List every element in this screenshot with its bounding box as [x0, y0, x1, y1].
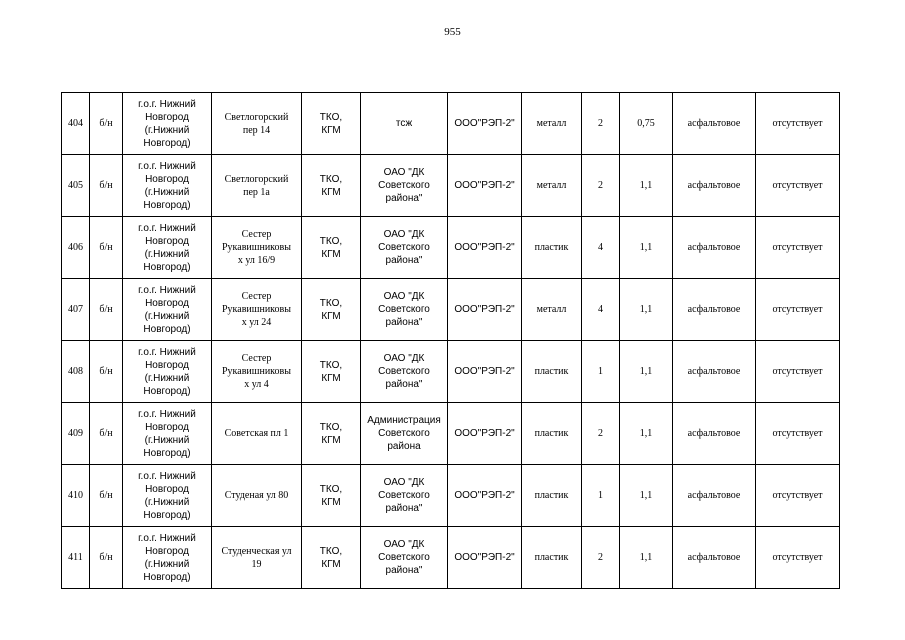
cell-line: Сестер [241, 229, 272, 240]
cell-line: Новгород) [143, 137, 191, 149]
cell-line: ТКО, [319, 483, 343, 495]
owner-cell [361, 341, 448, 403]
cell-line: Светлогорский [224, 111, 289, 123]
waste-type-cell [302, 527, 361, 589]
cell-line: Студенческая ул [221, 545, 292, 557]
cell-line: Новгород [145, 111, 189, 123]
cell-line: г.о.г. Нижний [138, 532, 196, 544]
cell-line: (г.Нижний [144, 496, 190, 508]
cell-line: ТКО, [319, 235, 343, 247]
cell-line: (г.Нижний [144, 248, 190, 260]
address-cell [212, 217, 302, 279]
cell-line: пер 1а [243, 186, 270, 198]
cell-line: Рукавишниковы [222, 366, 291, 377]
cell-line: ТКО, [319, 297, 343, 309]
surface-type-cell: асфальтовое [673, 217, 756, 279]
address-cell [212, 403, 302, 465]
fence-cell: отсутствует [756, 217, 840, 279]
container-material-cell: пластик [522, 341, 582, 403]
cell-line: (г.Нижний [144, 310, 190, 322]
cell-line: Новгород) [143, 261, 191, 273]
cell-line: Новгород) [143, 509, 191, 521]
cell-line: Новгород [145, 421, 189, 433]
cell-line: ОАО "ДК [383, 291, 425, 302]
address-cell [212, 93, 302, 155]
table-row [62, 279, 840, 341]
operator-cell: ООО"РЭП-2" [448, 465, 522, 527]
registration-number-cell: б/н [90, 465, 123, 527]
cell-line: Новгород [145, 235, 189, 247]
cell-line: района" [385, 255, 423, 266]
registration-number-cell: б/н [90, 217, 123, 279]
operator-cell: ООО"РЭП-2" [448, 341, 522, 403]
cell-line: Новгород) [143, 447, 191, 459]
fence-cell: отсутствует [756, 465, 840, 527]
registration-number-cell: б/н [90, 93, 123, 155]
address-cell [212, 155, 302, 217]
fence-cell: отсутствует [756, 155, 840, 217]
row-number-cell: 409 [62, 403, 90, 465]
table-body [62, 93, 840, 589]
owner-cell [361, 155, 448, 217]
cell-line: района" [385, 193, 423, 204]
row-number-cell: 410 [62, 465, 90, 527]
container-count-cell: 1 [582, 341, 620, 403]
cell-line: района" [385, 503, 423, 514]
cell-line: КГМ [321, 496, 341, 508]
cell-line: Новгород [145, 359, 189, 371]
locality-cell [123, 403, 212, 465]
container-material-cell: пластик [522, 527, 582, 589]
container-material-cell: металл [522, 279, 582, 341]
cell-line: х ул 4 [244, 379, 269, 390]
surface-type-cell: асфальтовое [673, 155, 756, 217]
operator-cell: ООО"РЭП-2" [448, 279, 522, 341]
owner-cell [361, 465, 448, 527]
fence-cell: отсутствует [756, 93, 840, 155]
cell-line: Советского [378, 304, 430, 315]
cell-line: Новгород) [143, 571, 191, 583]
locality-cell [123, 93, 212, 155]
table-row [62, 527, 840, 589]
container-volume-cell: 0,75 [620, 93, 673, 155]
cell-line: КГМ [321, 558, 341, 570]
fence-cell: отсутствует [756, 527, 840, 589]
cell-line: Сестер [241, 353, 272, 364]
cell-line: (г.Нижний [144, 372, 190, 384]
cell-line: Студеная ул 80 [224, 490, 289, 501]
locality-cell [123, 465, 212, 527]
cell-line: х ул 16/9 [237, 255, 276, 266]
cell-line: КГМ [321, 248, 341, 260]
cell-line: ОАО "ДК [383, 229, 425, 240]
owner-cell [361, 279, 448, 341]
cell-line: КГМ [321, 372, 341, 384]
address-cell [212, 279, 302, 341]
cell-line: (г.Нижний [144, 434, 190, 446]
cell-line: ОАО "ДК [383, 167, 425, 178]
table-row [62, 93, 840, 155]
cell-line: района" [385, 317, 423, 328]
owner-cell [361, 403, 448, 465]
address-cell [212, 341, 302, 403]
cell-line: Новгород [145, 545, 189, 557]
operator-cell: ООО"РЭП-2" [448, 155, 522, 217]
container-material-cell: металл [522, 155, 582, 217]
surface-type-cell: асфальтовое [673, 403, 756, 465]
cell-line: Советского [378, 180, 430, 191]
cell-line: Сестер [241, 291, 272, 302]
container-volume-cell: 1,1 [620, 403, 673, 465]
container-volume-cell: 1,1 [620, 341, 673, 403]
cell-line: Новгород) [143, 385, 191, 397]
cell-line: г.о.г. Нижний [138, 160, 196, 172]
operator-cell: ООО"РЭП-2" [448, 93, 522, 155]
fence-cell: отсутствует [756, 279, 840, 341]
container-count-cell: 4 [582, 217, 620, 279]
cell-line: ТКО, [319, 111, 343, 123]
cell-line: ОАО "ДК [383, 477, 425, 488]
owner-cell [361, 527, 448, 589]
registration-number-cell: б/н [90, 279, 123, 341]
waste-type-cell [302, 155, 361, 217]
cell-line: Администрация [367, 415, 441, 426]
cell-line: Рукавишниковы [222, 304, 291, 315]
registration-number-cell: б/н [90, 403, 123, 465]
cell-line: ТКО, [319, 359, 343, 371]
fence-cell: отсутствует [756, 341, 840, 403]
address-cell [212, 527, 302, 589]
row-number-cell: 408 [62, 341, 90, 403]
row-number-cell: 411 [62, 527, 90, 589]
container-material-cell: металл [522, 93, 582, 155]
cell-line: ТКО, [319, 421, 343, 433]
table-row [62, 341, 840, 403]
cell-line: Советского [378, 366, 430, 377]
page-number: 955 [444, 26, 461, 38]
locality-cell [123, 279, 212, 341]
table-row [62, 217, 840, 279]
cell-line: г.о.г. Нижний [138, 470, 196, 482]
cell-line: г.о.г. Нижний [138, 222, 196, 234]
container-material-cell: пластик [522, 465, 582, 527]
locality-cell [123, 527, 212, 589]
operator-cell: ООО"РЭП-2" [448, 527, 522, 589]
cell-line: (г.Нижний [144, 558, 190, 570]
cell-line: КГМ [321, 310, 341, 322]
cell-line: КГМ [321, 186, 341, 198]
waste-type-cell [302, 217, 361, 279]
waste-type-cell [302, 341, 361, 403]
container-count-cell: 2 [582, 527, 620, 589]
cell-line: Советского [378, 552, 430, 563]
container-volume-cell: 1,1 [620, 279, 673, 341]
cell-line: Новгород [145, 173, 189, 185]
registry-table [61, 92, 840, 589]
surface-type-cell: асфальтовое [673, 465, 756, 527]
container-volume-cell: 1,1 [620, 155, 673, 217]
cell-line: (г.Нижний [144, 124, 190, 136]
row-number-cell: 404 [62, 93, 90, 155]
cell-line: г.о.г. Нижний [138, 346, 196, 358]
table-row [62, 403, 840, 465]
cell-line: пер 14 [242, 124, 271, 136]
locality-cell [123, 217, 212, 279]
surface-type-cell: асфальтовое [673, 93, 756, 155]
waste-type-cell [302, 279, 361, 341]
registration-number-cell: б/н [90, 527, 123, 589]
fence-cell: отсутствует [756, 403, 840, 465]
registration-number-cell: б/н [90, 341, 123, 403]
cell-line: Светлогорский [224, 173, 289, 185]
cell-line: района" [385, 379, 423, 390]
cell-line: г.о.г. Нижний [138, 98, 196, 110]
owner-cell [361, 93, 448, 155]
cell-line: Новгород [145, 297, 189, 309]
waste-type-cell [302, 465, 361, 527]
cell-line: ОАО "ДК [383, 353, 425, 364]
cell-line: г.о.г. Нижний [138, 284, 196, 296]
row-number-cell: 405 [62, 155, 90, 217]
cell-line: Советского [378, 242, 430, 253]
operator-cell: ООО"РЭП-2" [448, 403, 522, 465]
cell-line: ТКО, [319, 545, 343, 557]
cell-line: Новгород) [143, 199, 191, 211]
container-volume-cell: 1,1 [620, 527, 673, 589]
container-material-cell: пластик [522, 403, 582, 465]
cell-line: г.о.г. Нижний [138, 408, 196, 420]
locality-cell [123, 155, 212, 217]
row-number-cell: 407 [62, 279, 90, 341]
container-count-cell: 4 [582, 279, 620, 341]
cell-line: ОАО "ДК [383, 539, 425, 550]
cell-line: Новгород [145, 483, 189, 495]
cell-line: КГМ [321, 434, 341, 446]
operator-cell: ООО"РЭП-2" [448, 217, 522, 279]
row-number-cell: 406 [62, 217, 90, 279]
container-count-cell: 2 [582, 155, 620, 217]
table-row [62, 465, 840, 527]
cell-line: Советская пл 1 [224, 428, 289, 439]
cell-line: х ул 24 [241, 317, 272, 328]
surface-type-cell: асфальтовое [673, 341, 756, 403]
cell-line: 19 [251, 558, 262, 570]
container-count-cell: 2 [582, 93, 620, 155]
cell-line: района [387, 441, 421, 452]
container-count-cell: 1 [582, 465, 620, 527]
container-volume-cell: 1,1 [620, 465, 673, 527]
locality-cell [123, 341, 212, 403]
container-count-cell: 2 [582, 403, 620, 465]
cell-line: КГМ [321, 124, 341, 136]
waste-type-cell [302, 93, 361, 155]
cell-line: (г.Нижний [144, 186, 190, 198]
container-material-cell: пластик [522, 217, 582, 279]
cell-line: района" [385, 565, 423, 576]
cell-line: Рукавишниковы [222, 242, 291, 253]
cell-line: Новгород) [143, 323, 191, 335]
cell-line: ТКО, [319, 173, 343, 185]
address-cell [212, 465, 302, 527]
registration-number-cell: б/н [90, 155, 123, 217]
surface-type-cell: асфальтовое [673, 527, 756, 589]
container-volume-cell: 1,1 [620, 217, 673, 279]
owner-cell [361, 217, 448, 279]
cell-line: тсж [395, 118, 413, 129]
surface-type-cell: асфальтовое [673, 279, 756, 341]
cell-line: Советского [378, 428, 430, 439]
table-row [62, 155, 840, 217]
waste-type-cell [302, 403, 361, 465]
cell-line: Советского [378, 490, 430, 501]
